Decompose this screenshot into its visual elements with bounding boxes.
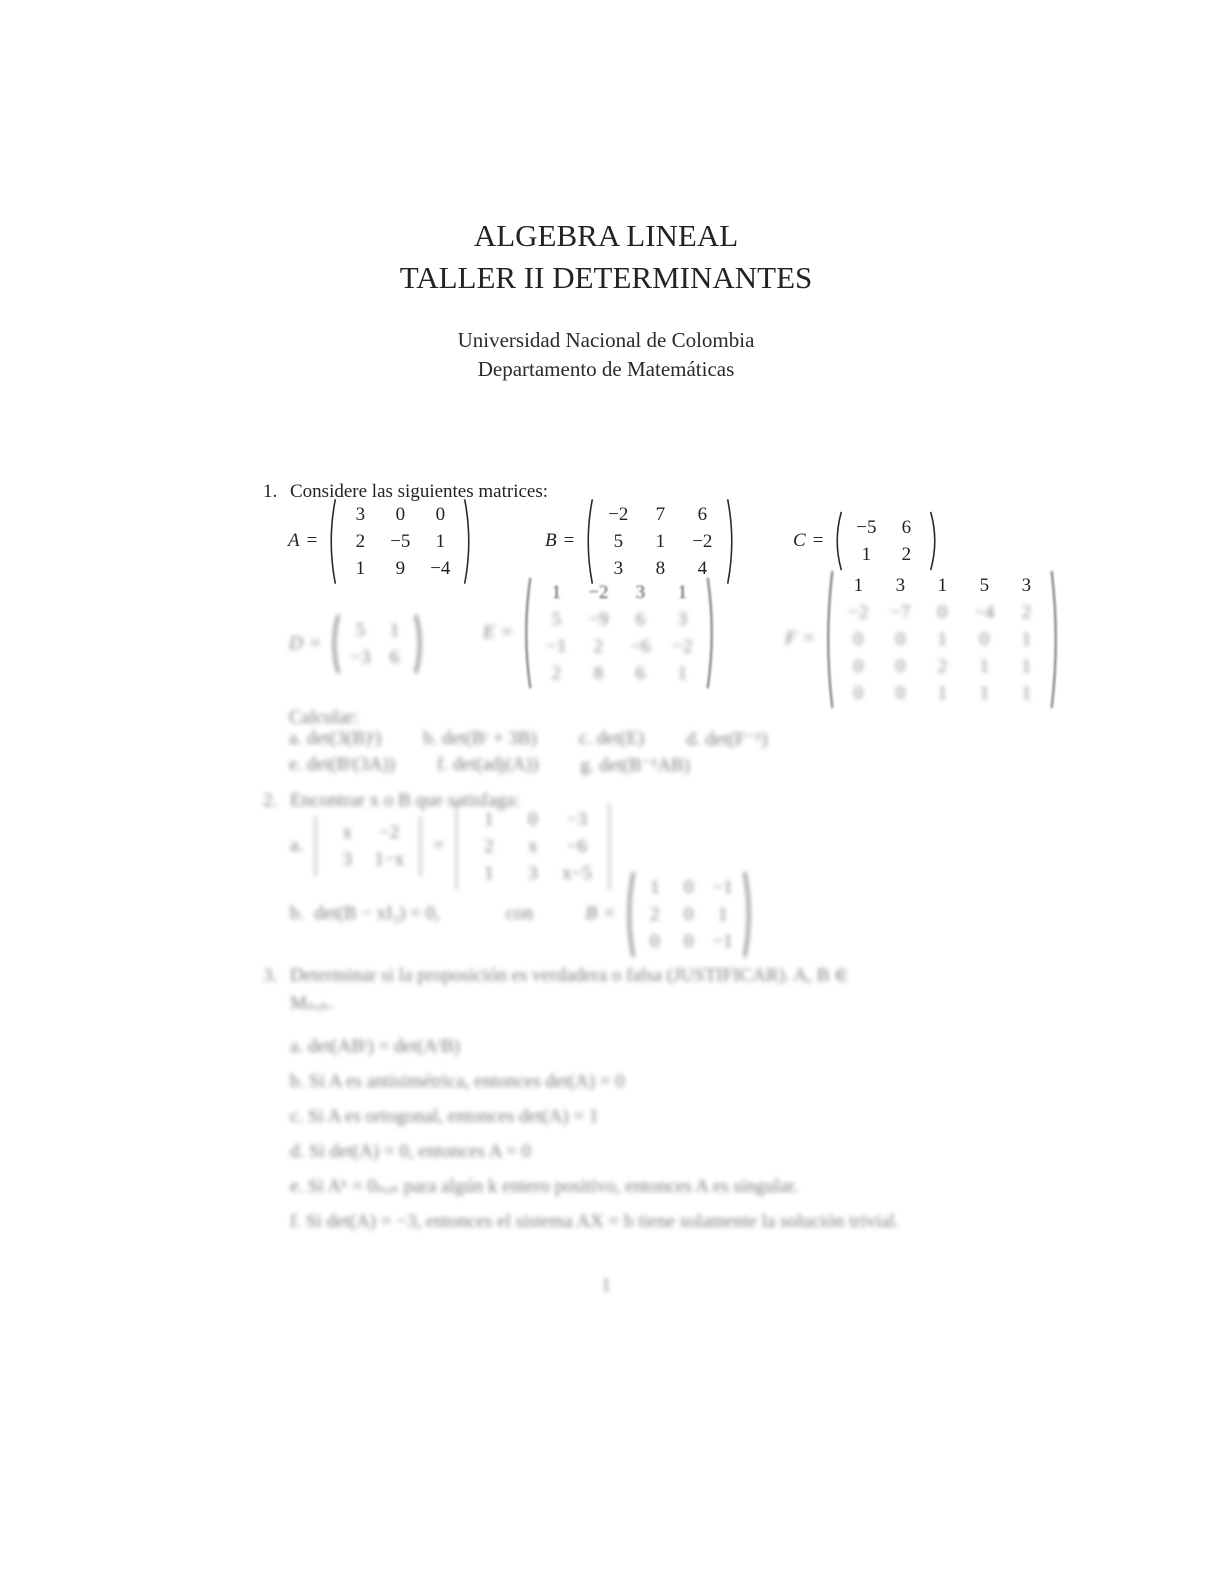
institution-line: Universidad Nacional de Colombia — [457, 328, 755, 352]
matrix-cell: 3 — [635, 582, 646, 603]
matrix-cell: 2 — [1021, 601, 1032, 623]
list-item: f. det(adj(A)) — [436, 754, 539, 775]
matrix-cell: 6 — [389, 647, 400, 668]
matrix-cell: −9 — [588, 609, 609, 630]
matrix-cell: 3 — [355, 503, 366, 525]
doc-title-line1: ALGEBRA LINEAL — [473, 218, 739, 253]
close-paren-icon — [726, 498, 737, 585]
matrix-cell: 3 — [342, 849, 352, 870]
matrix-cell: 0 — [683, 876, 694, 898]
matrix-E-label: E = — [483, 622, 513, 643]
matrix-cell: 1 — [1021, 628, 1032, 650]
calc-row1 — [289, 728, 767, 751]
matrix-row — [535, 579, 703, 606]
item3-prompt-line2: Mₙₓₙ. — [290, 993, 334, 1014]
matrix-B — [545, 496, 737, 586]
matrix-F-body — [823, 569, 1061, 710]
matrix-D-label: D = — [289, 633, 321, 654]
matrix-cell: −5 — [390, 530, 411, 552]
matrix-cell: 1 — [1021, 682, 1032, 704]
matrix-cell: −5 — [856, 517, 877, 538]
close-paren-icon — [414, 614, 425, 674]
matrix-grid — [843, 514, 929, 568]
doc-title-line2: TALLER II DETERMINANTES — [399, 260, 813, 295]
matrix-row — [638, 901, 740, 928]
list-item: e. Si Aᵏ = 0ₙₓₙ para algún k entero positivo, entonces A es singular. — [290, 1176, 799, 1197]
matrix-row — [846, 541, 926, 568]
matrix-A-body — [326, 498, 474, 585]
matrix-cell: −2 — [848, 601, 869, 623]
matrix-cell: 5 — [355, 620, 366, 641]
matrix-row — [837, 626, 1047, 653]
item2b-matrix — [585, 871, 753, 958]
matrix-F — [785, 566, 1061, 712]
matrix-row — [467, 833, 599, 860]
matrix-cell: 0 — [395, 503, 406, 525]
matrix-cell: 1 — [937, 628, 948, 650]
matrix-cell: 1 — [1021, 655, 1032, 677]
matrix-cell: 2 — [649, 903, 660, 925]
matrix-cell: 1 — [937, 682, 948, 704]
matrix-cell: −7 — [890, 601, 911, 623]
matrix-cell: 0 — [683, 903, 694, 925]
item1-number: 1. — [263, 481, 278, 502]
matrix-cell: 2 — [593, 636, 604, 657]
matrix-cell: −4 — [974, 601, 995, 623]
equals-sign: = — [433, 835, 444, 856]
calc-row2 — [289, 754, 690, 777]
matrix-cell: 1 — [979, 682, 990, 704]
matrix-cell: −6 — [630, 636, 651, 657]
matrix-cell: 8 — [593, 663, 604, 684]
matrix-cell: 5 — [613, 530, 624, 552]
matrix-cell: 0 — [895, 682, 906, 704]
matrix-row — [340, 501, 460, 528]
matrix-cell: 7 — [655, 503, 666, 525]
matrix-cell: −2 — [608, 503, 629, 525]
matrix-cell: 2 — [937, 655, 948, 677]
matrix-cell: 0 — [895, 655, 906, 677]
matrix-cell: −1 — [712, 876, 733, 898]
matrix-cell: 1 — [484, 862, 494, 884]
item3-heading-line1 — [263, 964, 848, 988]
open-paren-icon — [329, 614, 340, 674]
matrix-cell: 0 — [853, 628, 864, 650]
matrix-D — [289, 612, 425, 676]
item3-list — [290, 1036, 899, 1246]
matrix-row — [343, 617, 411, 644]
matrix-cell: 0 — [853, 655, 864, 677]
matrix-row — [837, 653, 1047, 680]
matrix-cell: 0 — [435, 503, 446, 525]
matrix-cell: 1 — [979, 655, 990, 677]
matrix-row — [340, 555, 460, 582]
matrix-cell: 0 — [853, 682, 864, 704]
list-item: d. det(F⁻¹) — [686, 729, 768, 750]
matrix-cell: 6 — [635, 609, 646, 630]
matrix-E — [483, 574, 717, 692]
list-item: a. det(ABᵗ) = det(AᵗB) — [290, 1036, 460, 1057]
matrix-cell: −2 — [379, 822, 400, 843]
open-paren-icon — [624, 871, 635, 958]
matrix-cell: x — [342, 822, 352, 843]
matrix-row — [837, 680, 1047, 707]
matrix-row — [597, 528, 723, 555]
close-paren-icon — [706, 576, 717, 690]
matrix-cell: 3 — [1021, 574, 1032, 596]
matrix-cell: 8 — [655, 557, 666, 579]
list-item: e. det(Bᵗ(3A)) — [289, 754, 395, 775]
matrix-row — [638, 874, 740, 901]
matrix-cell: 0 — [528, 808, 538, 830]
open-paren-icon — [823, 569, 834, 710]
item2-number: 2. — [263, 790, 278, 811]
item2b-con: con — [505, 903, 534, 924]
matrix-grid — [594, 501, 726, 582]
matrix-cell: 5 — [551, 609, 562, 630]
department-line: Departamento de Matemáticas — [477, 357, 735, 381]
matrix-cell: −2 — [588, 582, 609, 603]
matrix-cell: 1 — [355, 557, 366, 579]
matrix-cell: 1 — [861, 544, 872, 565]
close-paren-icon — [929, 511, 940, 571]
matrix-cell: −6 — [566, 835, 588, 857]
matrix-cell: 0 — [683, 930, 694, 952]
item2b-label: b. — [290, 903, 305, 924]
matrix-cell: 2 — [901, 544, 912, 565]
matrix-A — [288, 496, 474, 586]
matrix-grid — [532, 579, 706, 687]
matrix-cell: 3 — [528, 862, 538, 884]
matrix-cell: 1 — [717, 903, 728, 925]
item3-prompt-line1: Determinar si la proposición es verdadera o falsa (JUSTIFICAR). A, B ∈ — [290, 965, 849, 986]
matrix-A-label: A = — [288, 530, 318, 551]
list-item: c. det(E) — [578, 728, 645, 749]
matrix-cell: 1 — [677, 663, 688, 684]
list-item: b. det(Bᵗ + 3B) — [423, 728, 537, 749]
list-item: d. Si det(A) = 0, entonces A = 0 — [290, 1141, 531, 1162]
matrix-cell: 1 — [389, 620, 400, 641]
open-paren-icon — [326, 498, 337, 585]
matrix-B-body — [583, 498, 737, 585]
matrix-grid — [340, 617, 414, 671]
list-item: c. Si A es ortogonal, entonces det(A) = 1 — [290, 1106, 599, 1127]
matrix-row — [846, 514, 926, 541]
matrix-row — [535, 660, 703, 687]
matrix-row — [535, 633, 703, 660]
item2b-matrix-body — [624, 871, 754, 958]
item1-prompt: Considere las siguientes matrices: — [290, 481, 549, 502]
matrix-cell: 3 — [677, 609, 688, 630]
matrix-row — [467, 806, 599, 833]
list-item: a. det(3(B)ᵗ) — [289, 728, 382, 749]
matrix-row — [837, 572, 1047, 599]
matrix-cell: 3 — [613, 557, 624, 579]
matrix-cell: 6 — [697, 503, 708, 525]
matrix-cell: 1 — [853, 574, 864, 596]
matrix-B-label: B = — [545, 530, 575, 551]
item2-prompt: Encontrar x o B que satisfaga: — [290, 790, 520, 811]
matrix-cell: 9 — [395, 557, 406, 579]
matrix-cell: −2 — [672, 636, 693, 657]
matrix-cell: −2 — [692, 530, 713, 552]
item2b-expression: det(B − xI₃) = 0, — [314, 903, 440, 924]
close-paren-icon — [463, 498, 474, 585]
close-paren-icon — [743, 871, 754, 958]
matrix-cell: x — [528, 835, 538, 857]
matrix-cell: 1 — [551, 582, 562, 603]
calc-label: Calcular: — [289, 707, 359, 728]
matrix-D-body — [329, 614, 425, 674]
open-paren-icon — [832, 511, 843, 571]
list-item: b. Si A es antisimétrica, entonces det(A) = 0 — [290, 1071, 625, 1092]
matrix-row — [837, 599, 1047, 626]
matrix-cell: −3 — [566, 808, 588, 830]
close-paren-icon — [1050, 569, 1061, 710]
list-item: f. Si det(A) = −3, entonces el sistema AX = b tiene solamente la solución trivial. — [290, 1211, 900, 1232]
matrix-row — [340, 528, 460, 555]
matrix-cell: 3 — [895, 574, 906, 596]
matrix-C — [793, 509, 940, 573]
item2b-equation — [290, 866, 754, 962]
matrix-C-label: C = — [793, 530, 824, 551]
page-number: 1 — [601, 1275, 611, 1296]
item3-number: 3. — [263, 965, 278, 986]
matrix-E-body — [521, 576, 717, 690]
matrix-cell: 0 — [979, 628, 990, 650]
matrix-grid — [635, 874, 743, 955]
matrix-cell: 6 — [635, 663, 646, 684]
item3-heading — [263, 964, 848, 1016]
matrix-grid — [834, 572, 1050, 707]
matrix-row — [326, 819, 410, 846]
matrix-F-label: F = — [785, 628, 815, 649]
matrix-cell: 1 — [484, 808, 494, 830]
matrix-cell: −4 — [430, 557, 451, 579]
matrix-cell: 0 — [649, 930, 660, 952]
list-item: g. det(B⁻¹AB) — [580, 755, 690, 776]
matrix-cell: x−5 — [562, 862, 592, 884]
matrix-cell: 4 — [697, 557, 708, 579]
matrix-cell: 6 — [901, 517, 912, 538]
matrix-cell: 2 — [551, 663, 562, 684]
matrix-cell: 2 — [355, 530, 366, 552]
open-paren-icon — [583, 498, 594, 585]
matrix-row — [343, 644, 411, 671]
matrix-cell: 1 — [937, 574, 948, 596]
open-paren-icon — [521, 576, 532, 690]
matrix-row — [535, 606, 703, 633]
matrix-cell: −3 — [350, 647, 371, 668]
matrix-cell: −1 — [712, 930, 733, 952]
matrix-cell: 5 — [979, 574, 990, 596]
matrix-cell: 1 — [677, 582, 688, 603]
matrix-row — [638, 928, 740, 955]
matrix-grid — [337, 501, 463, 582]
matrix-C-body — [832, 511, 940, 571]
matrix-cell: −1 — [546, 636, 567, 657]
matrix-cell: 0 — [937, 601, 948, 623]
matrix-cell: 1−x — [374, 849, 405, 870]
matrix-row — [597, 501, 723, 528]
matrix-cell: 1 — [649, 876, 660, 898]
item2a-label: a. — [290, 835, 304, 856]
matrix-cell: 0 — [895, 628, 906, 650]
matrix-cell: 2 — [484, 835, 494, 857]
matrix-cell: 1 — [655, 530, 666, 552]
matrix-cell: 1 — [435, 530, 446, 552]
item2b-matrix-label: B = — [585, 903, 615, 924]
